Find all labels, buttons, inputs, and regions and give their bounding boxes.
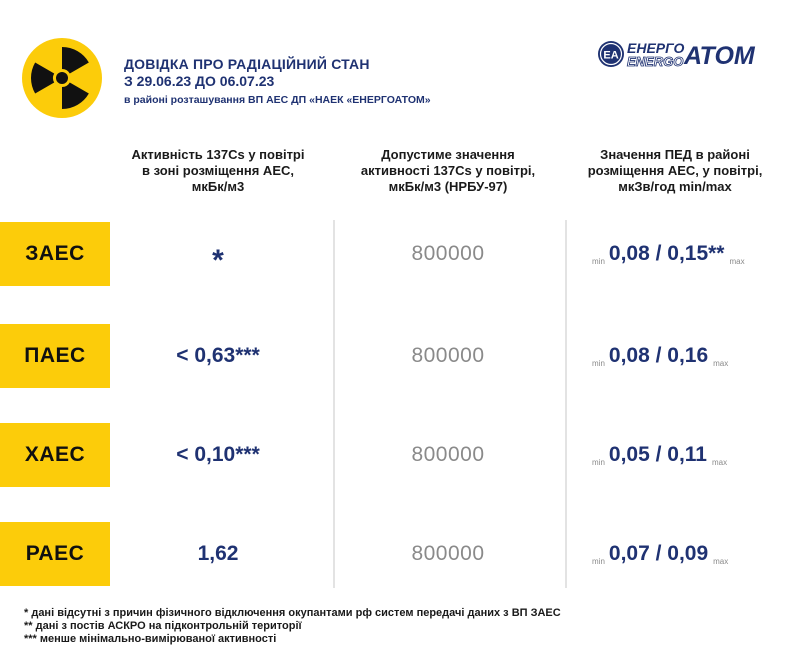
energoatom-logo — [597, 38, 787, 70]
footnote: * дані відсутні з причин фізичного відключення окупантами рф систем передачі даних з ВП ЗАЕС — [24, 607, 561, 619]
min-label: min — [592, 557, 605, 566]
ped-value — [585, 522, 785, 586]
logo-text-bottom: ENERGO — [627, 54, 684, 69]
report-location: в районі розташування ВП АЕС ДП «НАЕК «ЕНЕРГОАТОМ» — [124, 94, 431, 106]
table-row — [0, 423, 800, 487]
footnote: *** менше мінімально-вимірюваної активності — [24, 633, 277, 645]
ped-range: 0,05 / 0,11 — [608, 443, 707, 466]
plant-name: ЗАЕС — [0, 222, 110, 286]
allowed-value: 800000 — [411, 443, 485, 466]
column-header-activity: Активність 137Cs у повітрі в зоні розміщення АЕС, мкБк/м3 — [131, 147, 305, 194]
report-title: ДОВІДКА ПРО РАДІАЦІЙНИЙ СТАН — [124, 56, 370, 72]
table-row — [0, 522, 800, 586]
max-label: max — [713, 359, 729, 368]
ped-value — [585, 423, 785, 487]
activity-value: < 0,10*** — [176, 443, 260, 466]
activity-value: * — [212, 244, 224, 277]
report-period: З 29.06.23 ДО 06.07.23 — [124, 73, 275, 89]
ped-range: 0,07 / 0,09 — [608, 542, 709, 565]
ped-range: 0,08 / 0,15** — [608, 242, 725, 265]
radiation-icon — [22, 38, 102, 118]
min-label: min — [592, 458, 605, 467]
footnotes — [24, 607, 561, 646]
plant-name: ПАЕС — [0, 324, 110, 388]
activity-value: < 0,63*** — [176, 344, 260, 367]
ped-value — [585, 222, 785, 286]
column-header-ped: Значення ПЕД в районі розміщення АЕС, у повітрі, мкЗв/год min/max — [587, 147, 763, 194]
ped-range: 0,08 / 0,16 — [608, 344, 709, 367]
plant-name: РАЕС — [0, 522, 110, 586]
logo-text-top: ЕНЕРГО — [627, 40, 685, 56]
max-label: max — [711, 458, 728, 467]
table-row — [0, 222, 800, 286]
activity-value: 1,62 — [197, 542, 239, 565]
column-header-allowed: Допустиме значення активності 137Cs у повітрі, мкБк/м3 (НРБУ-97) — [360, 147, 536, 194]
ped-value — [585, 324, 785, 388]
min-label: min — [592, 257, 605, 266]
max-label: max — [729, 257, 745, 266]
logo-text-right: АТОМ — [684, 42, 755, 70]
allowed-value: 800000 — [411, 344, 485, 367]
min-label: min — [592, 359, 605, 368]
logo-mark: ЕА — [603, 49, 619, 62]
allowed-value: 800000 — [411, 242, 485, 265]
max-label: max — [713, 557, 729, 566]
footnote: ** дані з постів АСКРО на підконтрольній території — [24, 620, 302, 632]
report-header — [124, 56, 431, 108]
plant-name: ХАЕС — [0, 423, 110, 487]
allowed-value: 800000 — [411, 542, 485, 565]
table-row — [0, 324, 800, 388]
